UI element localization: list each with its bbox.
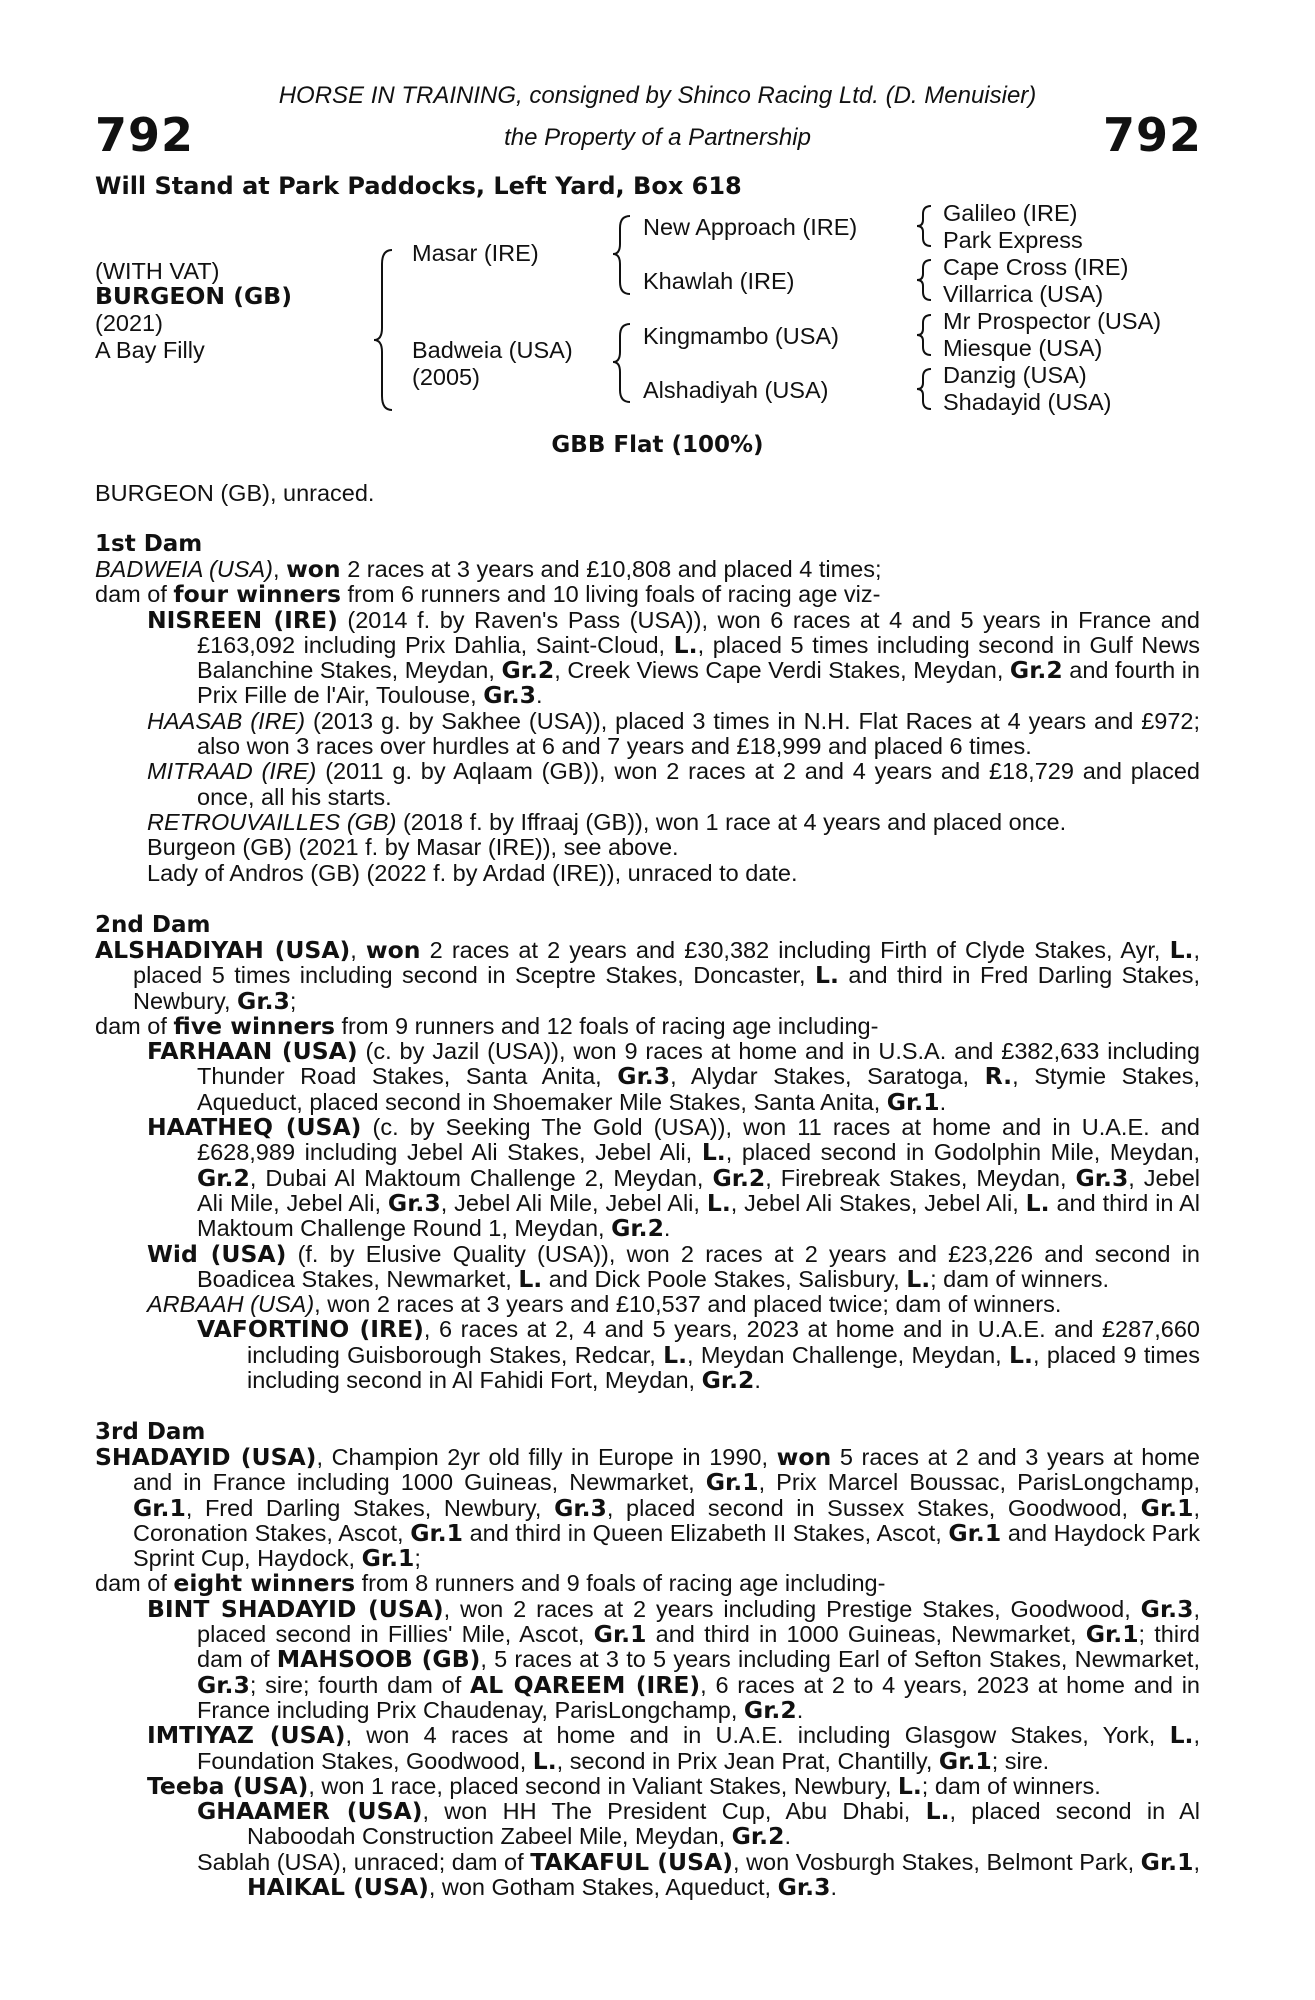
brace-dd	[917, 369, 931, 409]
gbb-rating: GBB Flat (100%)	[551, 432, 764, 458]
dam-record: SHADAYID (USA), Champion 2yr old filly in Europe in 1990, won 5 races at 2 and 3 years at home and in France including 1000 Guineas, Newmarket, Gr.1, Prix Marcel Boussac, ParisLongchamp, Gr.1, Fred Darling Stakes, Newbury, Gr.3, placed second in Sussex Stakes, Goodwood, Gr.1, Coronation Stakes, Ascot, Gr.1 and third in Queen Elizabeth II Stakes, Ascot, Gr.1 and Haydock Park Sprint Cup, Haydock, Gr.1;	[95, 1443, 1200, 1573]
produce-entry: RETROUVAILLES (GB) (2018 f. by Iffraaj (GB)), won 1 race at 4 years and placed once.	[147, 808, 1067, 835]
dam-year: (2005)	[412, 364, 480, 390]
ss-sire: Galileo (IRE)	[943, 200, 1078, 226]
dam-record: BADWEIA (USA), won 2 races at 3 years and £10,808 and placed 4 times;	[95, 555, 882, 583]
ds-sire: Mr Prospector (USA)	[943, 308, 1162, 334]
produce-summary: dam of five winners from 9 runners and 12 foals of racing age including-	[95, 1011, 879, 1040]
produce-summary: dam of eight winners from 8 runners and 9 foals of racing age including-	[95, 1569, 886, 1598]
section-title: 1st Dam	[95, 531, 203, 557]
brace-ds	[917, 315, 931, 355]
produce-entry: Teeba (USA), won 1 race, placed second in Valiant Stakes, Newbury, L.; dam of winners.	[147, 1771, 1101, 1800]
third-dam-section	[95, 1420, 1200, 1900]
produce-entry: IMTIYAZ (USA), won 4 races at home and in U.A.E. including Glasgow Stakes, York, L., Foundation Stakes, Goodwood, L., second in Prix Jean Prat, Chantilly, Gr.1; sire.	[147, 1721, 1200, 1775]
produce-entry: Burgeon (GB) (2021 f. by Masar (IRE)), see above.	[147, 834, 679, 861]
produce-entry: BINT SHADAYID (USA), won 2 races at 2 years including Prestige Stakes, Goodwood, Gr.3, placed second in Fillies' Mile, Ascot, Gr.1 and third in 1000 Guineas, Newmarket, Gr.1; third dam of MAHSOOB (GB), 5 races at 3 to 5 years including Earl of Sefton Stakes, Newmarket, Gr.3; sire; fourth dam of AL QAREEM (IRE), 6 races at 2 to 4 years, 2023 at home and in France including Prix Chaudenay, ParisLongchamp, Gr.2.	[147, 1594, 1200, 1724]
sire: Masar (IRE)	[412, 240, 539, 266]
horse-year: (2021)	[95, 310, 163, 336]
produce-entry: Lady of Andros (GB) (2022 f. by Ardad (IRE)), unraced to date.	[147, 859, 798, 886]
produce-entry: Sablah (USA), unraced; dam of TAKAFUL (USA), won Vosburgh Stakes, Belmont Park, Gr.1, HAIKAL (USA), won Gotham Stakes, Aqueduct, Gr.3.	[197, 1847, 1200, 1902]
sd-sire: Cape Cross (IRE)	[943, 254, 1129, 280]
sire-dam: Khawlah (IRE)	[643, 268, 795, 294]
produce-entry: GHAAMER (USA), won HH The President Cup, Abu Dhabi, L., placed second in Al Naboodah Construction Zabeel Mile, Meydan, Gr.2.	[197, 1797, 1200, 1851]
produce-entry: NISREEN (IRE) (2014 f. by Raven's Pass (USA)), won 6 races at 4 and 5 years in France and £163,092 including Prix Dahlia, Saint-Cloud, L., placed 5 times including second in Gulf News Balanchine Stakes, Meydan, Gr.2, Creek Views Cape Verdi Stakes, Meydan, Gr.2 and fourth in Prix Fille de l'Air, Toulouse, Gr.3.	[147, 605, 1201, 710]
ss-dam: Park Express	[943, 227, 1083, 253]
dd-sire: Danzig (USA)	[943, 362, 1087, 388]
lot-number-left: 792	[95, 108, 195, 162]
brace-sd	[917, 260, 931, 300]
section-title: 2nd Dam	[95, 912, 211, 938]
dam-dam: Alshadiyah (USA)	[643, 377, 829, 403]
unraced-note: BURGEON (GB), unraced.	[95, 480, 375, 506]
brace-ss	[917, 206, 931, 246]
produce-entry: HAATHEQ (USA) (c. by Seeking The Gold (USA)), won 11 races at home and in U.A.E. and £628,989 including Jebel Ali Stakes, Jebel Ali, L., placed second in Godolphin Mile, Meydan, Gr.2, Dubai Al Maktoum Challenge 2, Meydan, Gr.2, Firebreak Stakes, Meydan, Gr.3, Jebel Ali Mile, Jebel Ali, Gr.3, Jebel Ali Mile, Jebel Ali, L., Jebel Ali Stakes, Jebel Ali, L. and third in Al Maktoum Challenge Round 1, Meydan, Gr.2.	[147, 1113, 1200, 1243]
brace-sire	[613, 216, 630, 294]
section-title: 3rd Dam	[95, 1419, 206, 1445]
produce-summary: dam of four winners from 6 runners and 10 living foals of racing age viz-	[95, 580, 881, 609]
produce-entry: FARHAAN (USA) (c. by Jazil (USA)), won 9 races at home and in U.S.A. and £382,633 including Thunder Road Stakes, Santa Anita, Gr.3, Alydar Stakes, Saratoga, R., Stymie Stakes, Aqueduct, placed second in Shoemaker Mile Stakes, Santa Anita, Gr.1.	[147, 1037, 1200, 1116]
dd-dam: Shadayid (USA)	[943, 389, 1112, 415]
brace-dam	[613, 324, 630, 402]
consignor-line: HORSE IN TRAINING, consigned by Shinco Racing Ltd. (D. Menuisier)	[278, 82, 1037, 109]
lot-number-right: 792	[1102, 108, 1202, 162]
dam: Badweia (USA)	[412, 337, 573, 363]
produce-entry: Wid (USA) (f. by Elusive Quality (USA)), won 2 races at 2 years and £23,226 and second in Boadicea Stakes, Newmarket, L. and Dick Poole Stakes, Salisbury, L.; dam of winners.	[147, 1239, 1201, 1293]
dam-sire: Kingmambo (USA)	[643, 323, 839, 349]
produce-entry: MITRAAD (IRE) (2011 g. by Aqlaam (GB)), won 2 races at 2 and 4 years and £18,729 and placed once, all his starts.	[147, 758, 1200, 810]
horse-description: A Bay Filly	[95, 337, 205, 363]
brace-sire-dam	[374, 250, 392, 410]
owner-line: the Property of a Partnership	[504, 124, 811, 151]
first-dam-section	[95, 532, 1200, 886]
horse-name: BURGEON (GB)	[95, 282, 292, 310]
produce-entry: HAASAB (IRE) (2013 g. by Sakhee (USA)), placed 3 times in N.H. Flat Races at 4 years and £972; also won 3 races over hurdles at 6 and 7 years and £18,999 and placed 6 times.	[147, 707, 1200, 760]
sd-dam: Villarrica (USA)	[943, 281, 1104, 307]
sire-sire: New Approach (IRE)	[643, 214, 858, 240]
produce-entry: VAFORTINO (IRE), 6 races at 2, 4 and 5 years, 2023 at home and in U.A.E. and £287,660 including Guisborough Stakes, Redcar, L., Meydan Challenge, Meydan, L., placed 9 times including second in Al Fahidi Fort, Meydan, Gr.2.	[197, 1315, 1200, 1395]
produce-entry: ARBAAH (USA), won 2 races at 3 years and £10,537 and placed twice; dam of winners.	[147, 1291, 1062, 1318]
dam-record: ALSHADIYAH (USA), won 2 races at 2 years and £30,382 including Firth of Clyde Stakes, Ayr, L., placed 5 times including second in Sceptre Stakes, Doncaster, L. and third in Fred Darling Stakes, Newbury, Gr.3;	[95, 936, 1200, 1015]
ds-dam: Miesque (USA)	[943, 335, 1103, 361]
second-dam-section	[95, 913, 1200, 1393]
vat-note: (WITH VAT)	[95, 258, 220, 284]
stand-info: Will Stand at Park Paddocks, Left Yard, Box 618	[95, 172, 742, 200]
